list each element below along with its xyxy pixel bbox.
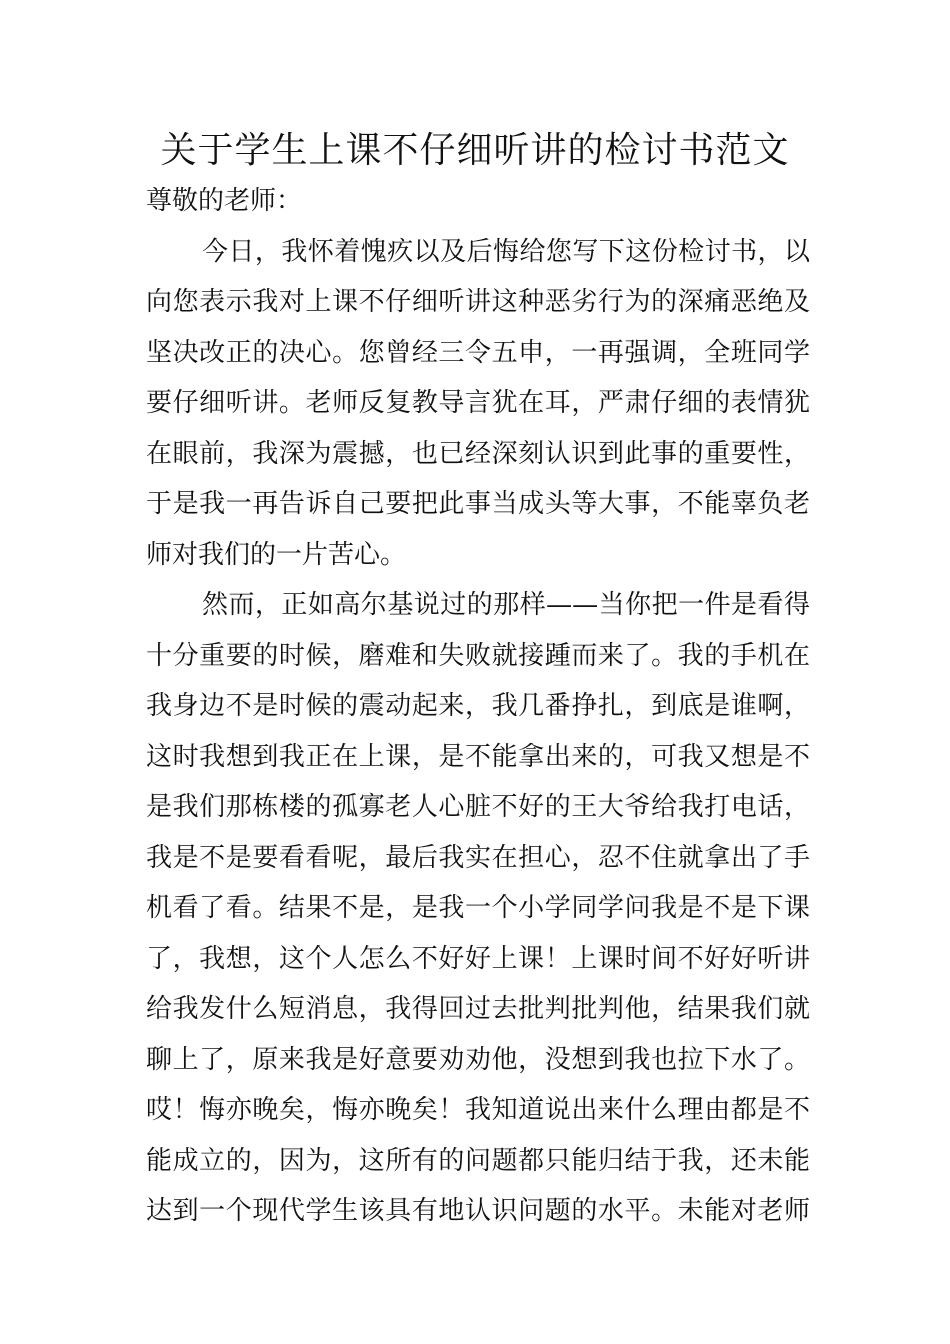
text-line: 给我发什么短消息，我得回过去批判批判他，结果我们就 [146, 994, 810, 1024]
text-line: 坚决改正的决心。您曾经三令五申，一再强调，全班同学 [146, 337, 810, 368]
text-line: 要仔细听讲。老师反复教导言犹在耳，严肃仔细的表情犹 [146, 388, 810, 418]
text-line: 机看了看。结果不是，是我一个小学同学问我是不是下课 [146, 893, 810, 923]
text-line: 在眼前，我深为震撼，也已经深刻认识到此事的重要性， [146, 438, 810, 469]
text-line: 向您表示我对上课不仔细听讲这种恶劣行为的深痛恶绝及 [146, 287, 810, 317]
text-line: 了，我想，这个人怎么不好好上课！上课时间不好好听讲 [146, 943, 810, 974]
text-line: 这时我想到我正在上课，是不能拿出来的，可我又想是不 [146, 741, 810, 772]
text-line: 然而，正如高尔基说过的那样——当你把一件是看得 [202, 590, 810, 620]
document-title: 关于学生上课不仔细听讲的检讨书范文 [160, 130, 790, 171]
text-line: 聊上了，原来我是好意要劝劝他，没想到我也拉下水了。 [146, 1044, 810, 1075]
text-line: 是我们那栋楼的孤寡老人心脏不好的王大爷给我打电话， [146, 792, 810, 822]
paragraph-2 [146, 580, 810, 1237]
text-line: 达到一个现代学生该具有地认识问题的水平。未能对老师 [146, 1196, 810, 1226]
paragraph-1 [146, 227, 810, 581]
text-line: 我是不是要看看呢，最后我实在担心，忍不住就拿出了手 [146, 842, 810, 873]
text-line: 师对我们的一片苦心。 [146, 539, 407, 570]
salutation: 尊敬的老师： [146, 186, 303, 216]
text-line: 于是我一再告诉自己要把此事当成头等大事，不能辜负老 [146, 489, 810, 519]
document-body [146, 176, 810, 1237]
text-line: 哎！悔亦晚矣，悔亦晚矣！我知道说出来什么理由都是不 [146, 1095, 810, 1125]
text-line: 我身边不是时候的震动起来，我几番挣扎，到底是谁啊， [146, 691, 810, 721]
text-line: 能成立的，因为，这所有的问题都只能归结于我，还未能 [146, 1145, 810, 1176]
text-line: 今日，我怀着愧疚以及后悔给您写下这份检讨书，以 [202, 236, 810, 267]
text-line: 十分重要的时候，磨难和失败就接踵而来了。我的手机在 [146, 640, 810, 671]
